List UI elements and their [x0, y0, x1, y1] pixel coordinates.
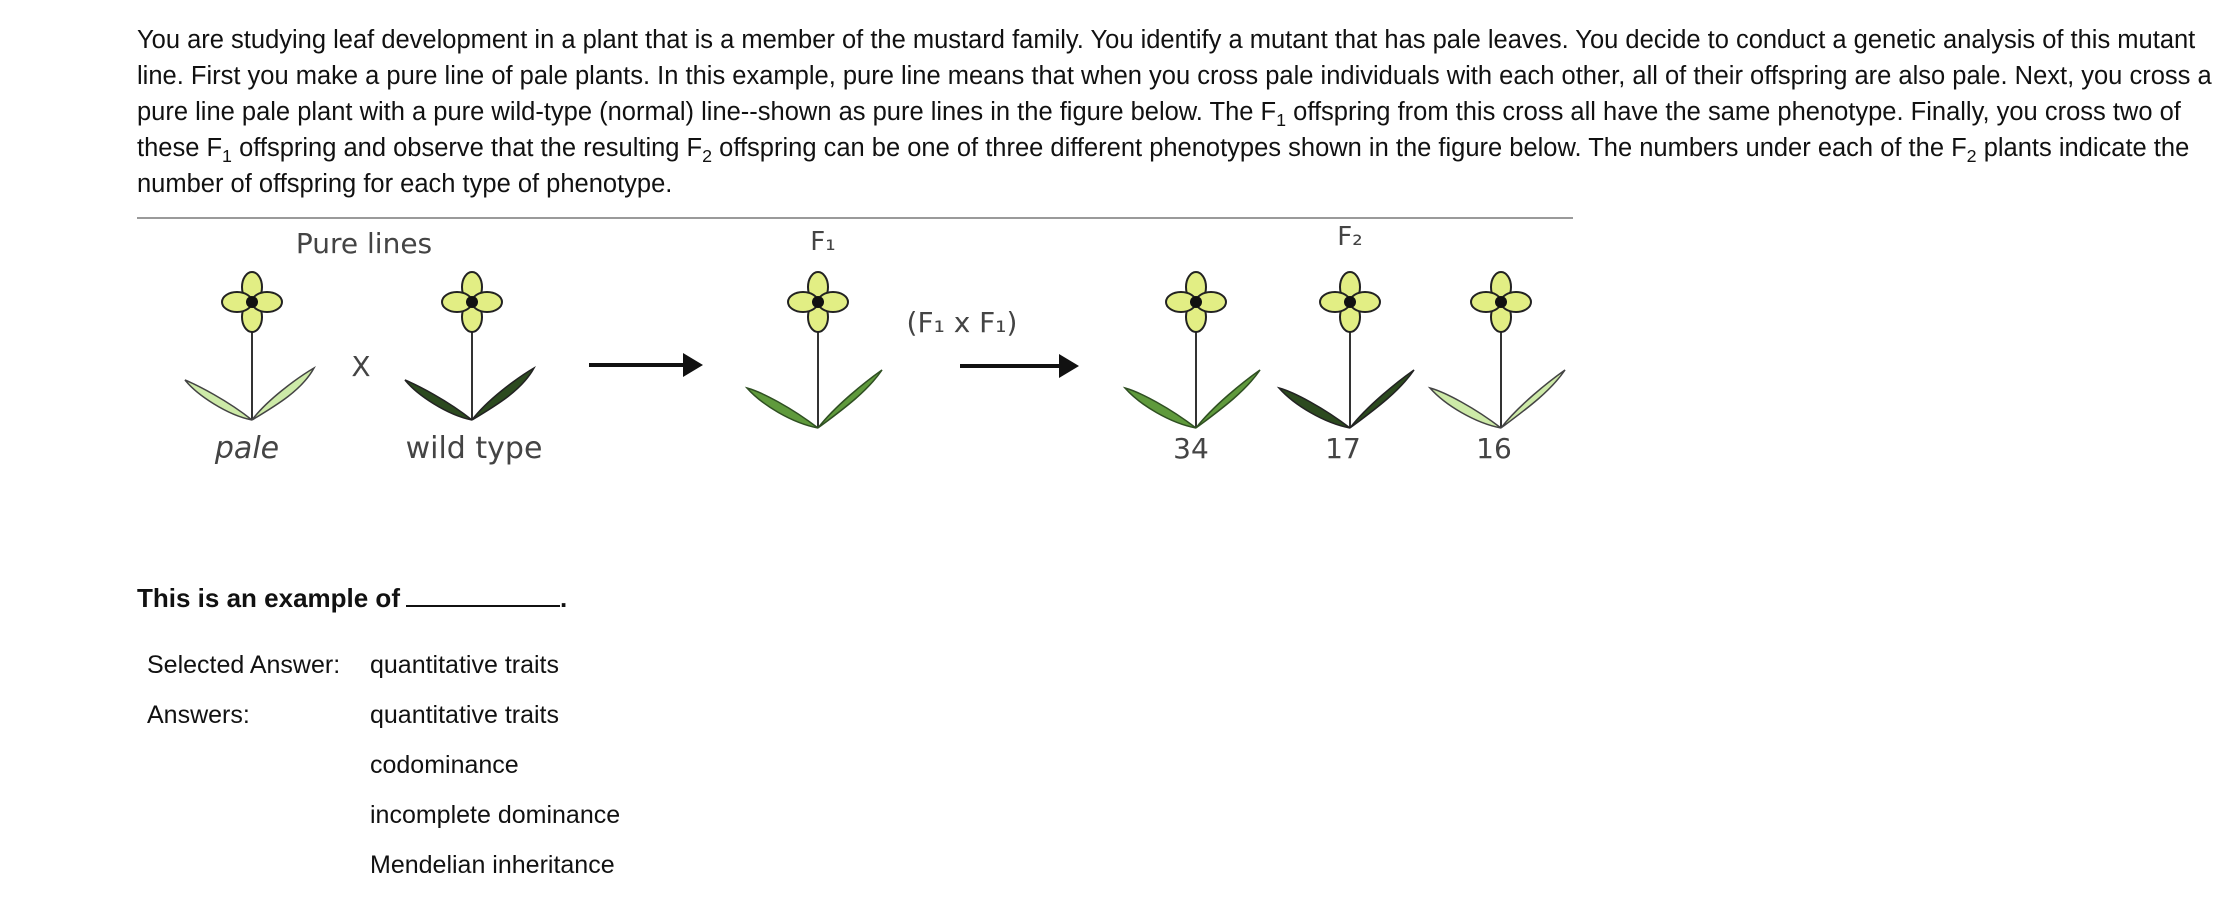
subscript-4: 2 — [1966, 146, 1977, 167]
arrow-to-f2-icon — [960, 354, 1079, 378]
arrow-to-f1-icon — [589, 353, 703, 377]
f2-count-34: 34 — [1173, 432, 1209, 465]
f2-plant-wild-type — [1279, 272, 1414, 428]
fill-in-blank — [406, 583, 560, 607]
f2-label: F₂ — [1337, 222, 1363, 252]
wild-type-plant — [405, 272, 534, 420]
f2-plant-intermediate — [1125, 272, 1260, 428]
f2-count-16: 16 — [1476, 432, 1512, 465]
prompt-text-3: offspring and observe that the resulting F — [231, 134, 703, 162]
cross-symbol: X — [351, 350, 371, 383]
selected-answer-label: Selected Answer: — [147, 651, 341, 679]
subscript-2: 1 — [222, 146, 232, 167]
answers-label: Answers: — [147, 701, 250, 729]
question-stem — [137, 583, 567, 614]
prompt-text-4: offspring can be one of three different phenotypes shown in the figure below. The numbers under each of the F — [712, 134, 1967, 162]
wild-type-label: wild type — [405, 431, 543, 466]
figure-divider — [137, 217, 1573, 219]
answer-option: codominance — [370, 751, 519, 779]
answer-option: quantitative traits — [370, 701, 559, 729]
answer-option: Mendelian inheritance — [370, 851, 615, 879]
f1-plant — [747, 272, 882, 428]
subscript-1: 1 — [1276, 110, 1287, 131]
question-text: This is an example of — [137, 583, 400, 613]
f2-count-17: 17 — [1325, 432, 1361, 465]
pale-label: pale — [214, 431, 280, 466]
genetic-cross-figure — [137, 220, 1573, 480]
f2-plant-pale — [1430, 272, 1565, 428]
f1-cross-label: (F₁ x F₁) — [906, 306, 1018, 339]
answer-option: incomplete dominance — [370, 801, 621, 829]
f1-label: F₁ — [810, 227, 836, 257]
question-prompt-paragraph — [137, 22, 2217, 202]
prompt-text-1: You are studying leaf development in a plant that is a member of the mustard family. You identify a mutant that has pale leaves. You decide to conduct a genetic analysis of this mutant line. First you make a pure line of pale plants. In this example, pure line means that when you cross pale individuals with each other, all of their offspring are also pale. Next, you cross a pure line pale plant with a pure wild-type (normal) line--shown as pure lines in the figure below. The F — [137, 26, 2212, 126]
question-period: . — [559, 583, 568, 613]
subscript-3: 2 — [702, 146, 713, 167]
selected-answer-value: quantitative traits — [370, 651, 559, 679]
prompt-text-2: offspring from this cross all have the same phenotype. Finally, you cross two of these F — [137, 98, 2181, 162]
pale-plant — [185, 272, 314, 420]
pure-lines-label: Pure lines — [295, 227, 433, 260]
prompt-text-5: plants indicate the number of offspring for each type of phenotype. — [137, 134, 2190, 198]
